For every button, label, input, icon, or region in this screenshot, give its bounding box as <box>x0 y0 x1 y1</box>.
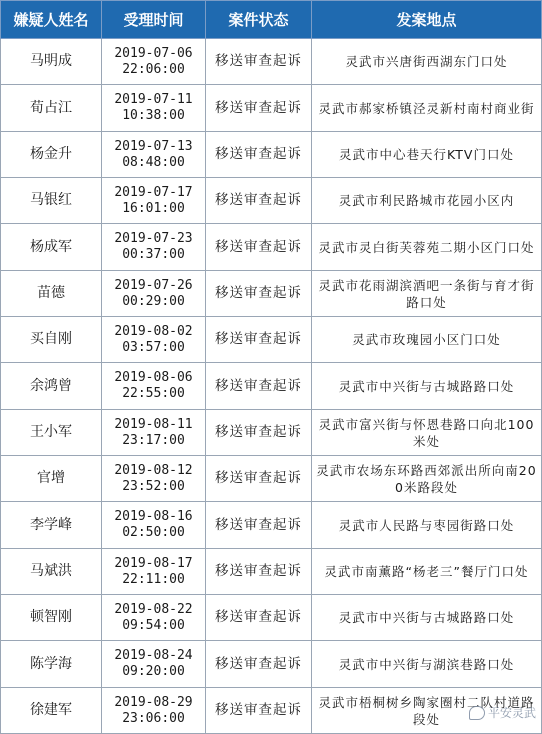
accept-time <box>102 456 206 502</box>
accept-date: 2019-08-17 <box>114 555 193 571</box>
header-place: 发案地点 <box>312 1 542 39</box>
accept-date: 2019-08-29 <box>114 694 193 710</box>
accept-date: 2019-08-11 <box>114 416 193 432</box>
accept-time <box>102 85 206 132</box>
case-location: 灵武市中兴街与古城路路口处 <box>312 363 542 410</box>
header-name: 嫌疑人姓名 <box>1 1 102 39</box>
accept-time <box>102 688 206 734</box>
accept-clock: 23:06:00 <box>122 710 185 726</box>
table-row <box>1 688 542 734</box>
accept-clock: 00:37:00 <box>122 247 185 262</box>
case-status: 移送审查起诉 <box>206 410 312 456</box>
suspect-name: 李学峰 <box>1 502 102 549</box>
accept-time <box>102 224 206 271</box>
watermark <box>469 704 536 721</box>
suspect-name: 杨成军 <box>1 224 102 271</box>
accept-date: 2019-07-13 <box>114 138 193 154</box>
table-row <box>1 595 542 641</box>
case-location: 灵武市南薰路“杨老三”餐厅门口处 <box>312 549 542 595</box>
accept-clock: 00:29:00 <box>122 293 185 309</box>
accept-clock: 10:38:00 <box>122 108 185 123</box>
case-location: 灵武市农场东环路西郊派出所向南200米路段处 <box>312 456 542 502</box>
suspect-name: 官增 <box>1 456 102 502</box>
case-location: 灵武市中兴街与湖滨巷路口处 <box>312 641 542 688</box>
suspect-name: 买自刚 <box>1 317 102 363</box>
case-status: 移送审查起诉 <box>206 688 312 734</box>
accept-time <box>102 641 206 688</box>
table-row <box>1 39 542 85</box>
accept-time <box>102 549 206 595</box>
table-row <box>1 132 542 178</box>
case-status: 移送审查起诉 <box>206 271 312 317</box>
watermark-text: 平安灵武 <box>487 706 536 720</box>
accept-date: 2019-08-22 <box>114 601 193 617</box>
accept-date: 2019-08-24 <box>114 648 193 663</box>
header-status: 案件状态 <box>206 1 312 39</box>
table-row <box>1 456 542 502</box>
case-status: 移送审查起诉 <box>206 85 312 132</box>
accept-date: 2019-07-23 <box>114 231 193 246</box>
suspect-name: 徐建军 <box>1 688 102 734</box>
accept-time <box>102 39 206 85</box>
accept-date: 2019-07-26 <box>114 277 193 293</box>
accept-clock: 23:17:00 <box>122 432 185 448</box>
accept-date: 2019-08-12 <box>114 462 193 478</box>
table-row <box>1 224 542 271</box>
accept-date: 2019-08-06 <box>114 370 193 385</box>
accept-clock: 22:06:00 <box>122 61 185 77</box>
suspect-name: 马明成 <box>1 39 102 85</box>
table-row <box>1 85 542 132</box>
case-location: 灵武市梧桐树乡陶家圈村二队村道路段处 <box>312 688 542 734</box>
accept-time <box>102 317 206 363</box>
accept-time <box>102 271 206 317</box>
table-row <box>1 502 542 549</box>
table-row <box>1 317 542 363</box>
accept-time <box>102 410 206 456</box>
table-row <box>1 549 542 595</box>
case-status: 移送审查起诉 <box>206 132 312 178</box>
case-location: 灵武市利民路城市花园小区内 <box>312 178 542 224</box>
accept-date: 2019-07-06 <box>114 45 193 61</box>
accept-clock: 02:50:00 <box>122 525 185 540</box>
accept-clock: 23:52:00 <box>122 478 185 494</box>
suspect-name: 杨金升 <box>1 132 102 178</box>
case-location: 灵武市花雨湖滨酒吧一条街与育才街路口处 <box>312 271 542 317</box>
header-time: 受理时间 <box>102 1 206 39</box>
accept-clock: 22:55:00 <box>122 386 185 401</box>
accept-time <box>102 178 206 224</box>
table-row <box>1 178 542 224</box>
case-status: 移送审查起诉 <box>206 39 312 85</box>
table-row <box>1 363 542 410</box>
case-location: 灵武市玫瑰园小区门口处 <box>312 317 542 363</box>
case-location: 灵武市兴唐街西湖东门口处 <box>312 39 542 85</box>
accept-time <box>102 132 206 178</box>
case-location: 灵武市人民路与枣园街路口处 <box>312 502 542 549</box>
suspect-name: 顿智刚 <box>1 595 102 641</box>
accept-clock: 03:57:00 <box>122 339 185 355</box>
suspect-name: 马斌洪 <box>1 549 102 595</box>
accept-time <box>102 595 206 641</box>
case-status: 移送审查起诉 <box>206 317 312 363</box>
table-row <box>1 410 542 456</box>
case-location: 灵武市灵白街芙蓉苑二期小区门口处 <box>312 224 542 271</box>
suspect-name: 马银红 <box>1 178 102 224</box>
case-status: 移送审查起诉 <box>206 549 312 595</box>
accept-date: 2019-08-02 <box>114 323 193 339</box>
accept-clock: 09:54:00 <box>122 617 185 633</box>
case-location: 灵武市中兴街与古城路路口处 <box>312 595 542 641</box>
case-status: 移送审查起诉 <box>206 595 312 641</box>
table-row <box>1 641 542 688</box>
case-location: 灵武市富兴街与怀恩巷路口向北100米处 <box>312 410 542 456</box>
case-location: 灵武市中心巷天行KTV门口处 <box>312 132 542 178</box>
accept-date: 2019-07-11 <box>114 92 193 107</box>
suspect-name: 王小军 <box>1 410 102 456</box>
case-status: 移送审查起诉 <box>206 224 312 271</box>
case-status: 移送审查起诉 <box>206 363 312 410</box>
accept-time <box>102 363 206 410</box>
suspect-name: 余鸿曾 <box>1 363 102 410</box>
chat-bubble-icon <box>469 706 485 720</box>
case-status: 移送审查起诉 <box>206 502 312 549</box>
accept-clock: 09:20:00 <box>122 664 185 679</box>
suspect-name: 陈学海 <box>1 641 102 688</box>
accept-clock: 22:11:00 <box>122 571 185 587</box>
case-status: 移送审查起诉 <box>206 178 312 224</box>
accept-time <box>102 502 206 549</box>
case-status: 移送审查起诉 <box>206 641 312 688</box>
accept-date: 2019-08-16 <box>114 509 193 524</box>
suspect-name: 荀占江 <box>1 85 102 132</box>
header-row <box>1 1 542 39</box>
case-location: 灵武市郝家桥镇泾灵新村南村商业街 <box>312 85 542 132</box>
suspect-name: 苗德 <box>1 271 102 317</box>
accept-clock: 08:48:00 <box>122 154 185 170</box>
accept-clock: 16:01:00 <box>122 200 185 216</box>
table-body <box>1 39 542 734</box>
accept-date: 2019-07-17 <box>114 184 193 200</box>
table-row <box>1 271 542 317</box>
case-status: 移送审查起诉 <box>206 456 312 502</box>
